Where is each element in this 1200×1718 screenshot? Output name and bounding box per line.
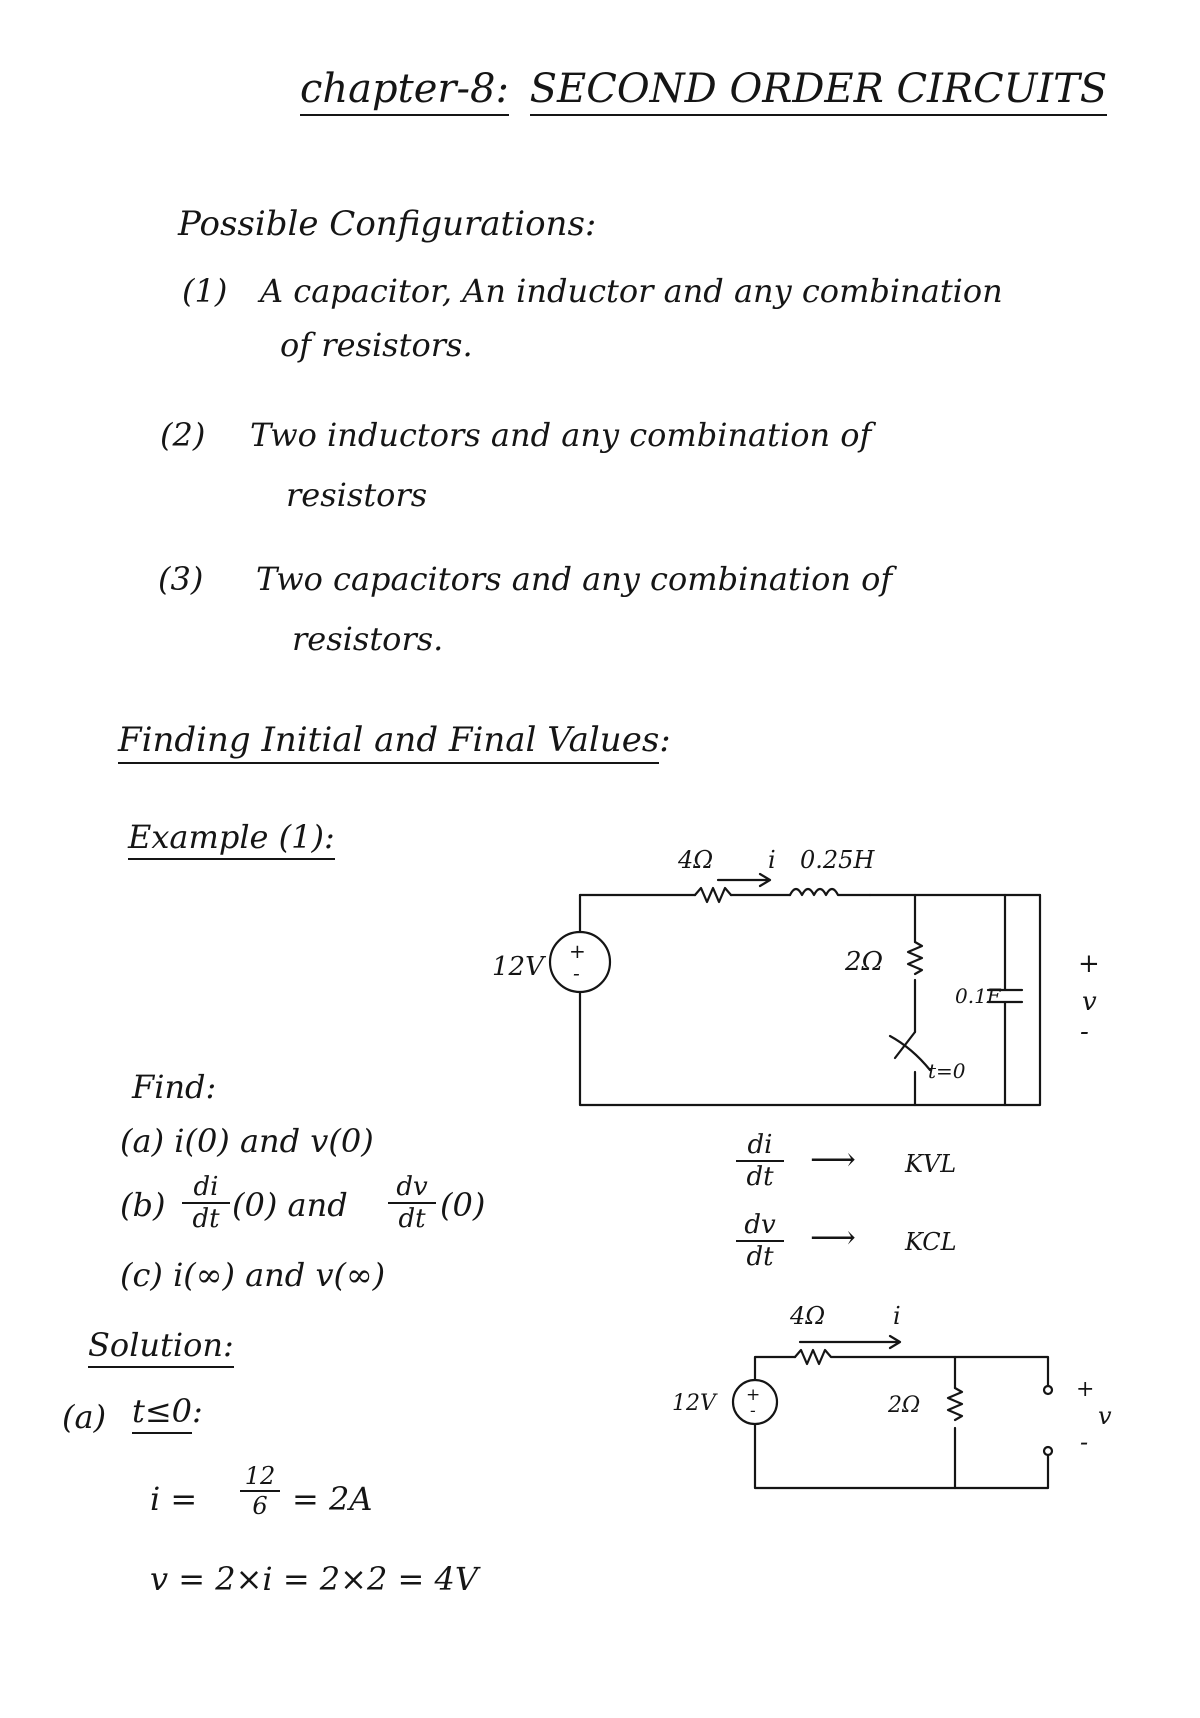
circuit1-source-minus: - (573, 961, 580, 985)
config-item-1-line1: A capacitor, An inductor and any combination (260, 272, 1003, 310)
circuit1-resistor-2ohm (908, 942, 922, 974)
circuit1-switch (895, 1032, 915, 1105)
circuit2-current-arrow (800, 1336, 900, 1348)
circuit1-resistor-4ohm (695, 888, 731, 902)
config-item-3-line1: Two capacitors and any combination of (256, 560, 893, 598)
circuit2-resistor-4ohm (795, 1350, 1048, 1386)
circuit1-label-cap: 0.1F (955, 984, 1001, 1008)
solution-part-a: (a) (62, 1398, 107, 1436)
config-item-1-number: (1) (182, 272, 228, 310)
chapter-label: chapter-8: (300, 66, 509, 116)
config-item-1-line2: of resistors. (280, 326, 473, 364)
circuit2-wire-left (755, 1357, 1048, 1488)
find-label: Find: (132, 1068, 217, 1106)
circuit1-inductor (790, 889, 870, 895)
circuit1-label-r2: 2Ω (845, 947, 884, 977)
find-item-a: (a) i(0) and v(0) (120, 1122, 374, 1160)
circuit1-source-plus: + (569, 939, 586, 963)
rule-2-law: KCL (905, 1228, 957, 1256)
circuit2-label-r1: 4Ω (790, 1302, 826, 1330)
find-item-b-frac-dv: $\frac{dv}{dt}$ (388, 1172, 436, 1234)
rule-1-law: KVL (905, 1150, 957, 1178)
example-label: Example (1): (128, 818, 335, 856)
config-item-2-number: (2) (160, 416, 206, 454)
find-item-b-prefix: (b) (120, 1186, 166, 1224)
circuit1-current-arrow (718, 874, 770, 886)
circuit2-label-current: i (893, 1302, 901, 1330)
circuit2-label-v: v (1098, 1402, 1112, 1430)
circuit1-label-r1: 4Ω (678, 846, 714, 874)
circuit2-source-plus: + (746, 1385, 761, 1405)
circuit1-label-v: v (1082, 987, 1097, 1017)
chapter-title: SECOND ORDER CIRCUITS (530, 66, 1108, 116)
circuit2-label-minus: - (1080, 1428, 1089, 1456)
circuit2-source-minus: - (750, 1401, 756, 1421)
rule-2-fraction: $\frac{dv}{dt}$ (736, 1210, 784, 1272)
circuit2-open-terminal-top (1044, 1386, 1052, 1394)
circuit2-label-plus: + (1076, 1377, 1095, 1402)
find-item-c: (c) i(∞) and v(∞) (120, 1256, 386, 1294)
circuit-1 (492, 846, 1100, 1105)
circuit1-label-inductor: 0.25H (800, 846, 875, 874)
circuit-2 (672, 1302, 1112, 1488)
rule-1-fraction: $\frac{di}{dt}$ (736, 1130, 784, 1192)
circuit2-resistor-2ohm (948, 1388, 962, 1420)
config-item-2-line2: resistors (286, 476, 428, 514)
rule-1-arrow: ⟶ (810, 1140, 856, 1178)
solution-label: Solution: (88, 1326, 234, 1364)
find-item-b-mid: (0) and (232, 1186, 348, 1224)
circuit1-label-switch: t=0 (928, 1059, 966, 1083)
config-item-3-number: (3) (158, 560, 204, 598)
equation-1-fraction: $\frac{12}{6}$ (240, 1462, 280, 1520)
equation-2: v = 2×i = 2×2 = 4V (150, 1560, 478, 1598)
config-item-3-line2: resistors. (292, 620, 444, 658)
equation-1-rhs: = 2A (292, 1480, 373, 1518)
equation-1-lhs: i = (150, 1480, 198, 1518)
find-item-b-frac-di: $\frac{di}{dt}$ (182, 1172, 230, 1234)
circuit1-label-plus: + (1078, 949, 1100, 979)
find-item-b-end: (0) (440, 1186, 486, 1224)
section-heading: Finding Initial and Final Values: (118, 720, 671, 760)
config-item-2-line1: Two inductors and any combination of (250, 416, 872, 454)
solution-condition: t≤0: (132, 1392, 203, 1430)
circuit2-label-source: 12V (672, 1391, 716, 1416)
rule-2-arrow: ⟶ (810, 1218, 856, 1256)
circuit1-label-current: i (768, 846, 776, 874)
configurations-heading: Possible Configurations: (178, 204, 597, 244)
circuit2-label-r2: 2Ω (888, 1393, 921, 1418)
circuit1-label-source: 12V (492, 952, 544, 982)
circuit2-open-terminal-bottom (1044, 1447, 1052, 1455)
circuit1-label-minus: - (1080, 1017, 1089, 1047)
